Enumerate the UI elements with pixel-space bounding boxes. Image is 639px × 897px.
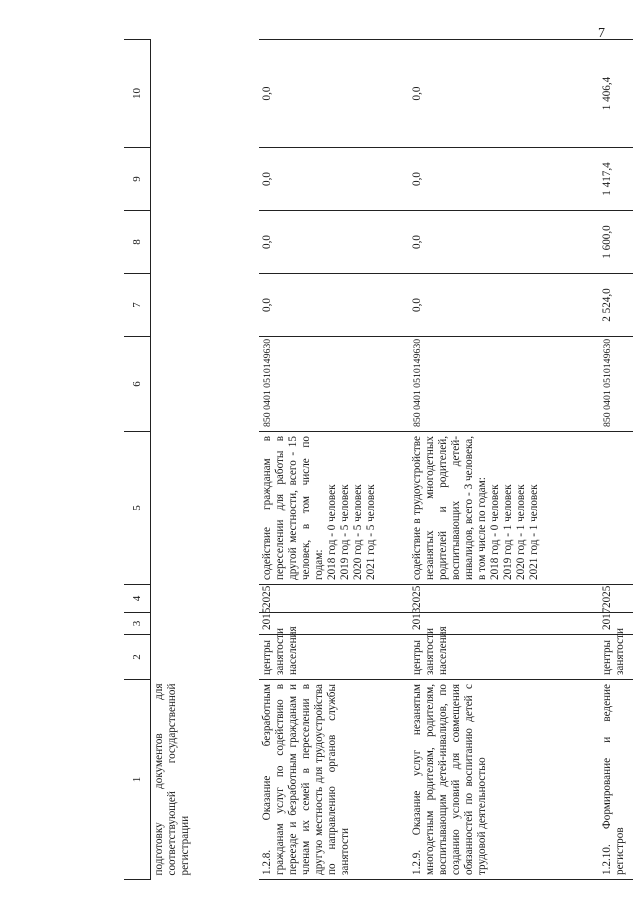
kbk-cell: 850 0401 0510149630 [599, 337, 633, 432]
kbk-cell [151, 337, 259, 432]
value-cell [151, 211, 259, 274]
result-line: 2018 год - 0 человек [325, 484, 338, 580]
column-header: 4 [124, 585, 151, 613]
start-year-cell: 2013 [409, 613, 599, 635]
value-cell [151, 274, 259, 337]
start-year-cell: 2015 [259, 613, 409, 635]
result-line: 2019 год - 5 человек [338, 484, 351, 580]
result-cell [409, 432, 599, 585]
column-header: 2 [124, 635, 151, 680]
measure-cell: 1.2.10. Формирование и ведение регистров [599, 680, 633, 880]
value-cell: 2 524,0 [599, 274, 633, 337]
value-cell: 0,0 [409, 211, 599, 274]
value-cell: 0,0 [409, 148, 599, 211]
value-cell: 0,0 [259, 148, 409, 211]
result-line: 2019 год - 1 человек [501, 484, 514, 580]
measure-cell: 1.2.8. Оказание безработным гражданам услуг по содействию в переезде и безработным гражданам и членам их семей в переселении в другую местность для трудоустройства по направлению органов службы занятости [259, 680, 409, 880]
table-row [599, 40, 633, 880]
result-line: 2020 год - 1 человек [514, 484, 527, 580]
value-cell [151, 148, 259, 211]
start-year-cell [151, 613, 259, 635]
column-header: 5 [124, 432, 151, 585]
column-header: 3 [124, 613, 151, 635]
table-row [259, 40, 409, 880]
rotated-table-wrapper [124, 40, 632, 880]
column-header: 9 [124, 148, 151, 211]
value-cell: 0,0 [259, 211, 409, 274]
kbk-cell: 850 0401 0510149630 [409, 337, 599, 432]
value-cell [151, 40, 259, 148]
executor-cell: центры занятости населения [259, 635, 409, 680]
measure-cell: подготовку документов для соответствующей государственной регистрации [153, 683, 191, 876]
executor-cell: центры занятости [599, 635, 633, 680]
value-cell: 0,0 [259, 40, 409, 148]
end-year-cell: 2025 [409, 585, 599, 613]
measure-cell: 1.2.9. Оказание услуг незанятым многодетным родителям, родителям, воспитывающим детей-инвалидов, по созданию условий для совмещения обязанностей по воспитанию детей с трудовой деятельностью [409, 680, 599, 880]
end-year-cell [151, 585, 259, 613]
column-header: 7 [124, 274, 151, 337]
value-cell: 1 600,0 [599, 211, 633, 274]
column-number-row [124, 40, 151, 880]
end-year-cell: 2025 [259, 585, 409, 613]
result-cell [259, 432, 409, 585]
result-line: 2021 год - 1 человек [527, 484, 540, 580]
end-year-cell: 2025 [599, 585, 633, 613]
value-cell: 1 406,4 [599, 40, 633, 148]
column-header: 1 [124, 680, 151, 880]
kbk-cell: 850 0401 0510149630 [259, 337, 409, 432]
result-line: 2018 год - 0 человек [488, 484, 501, 580]
table-row [409, 40, 599, 880]
result-line: содействие гражданам в переселении для работы в другой местности, всего - 15 человек, в том числе по годам: [260, 436, 325, 580]
column-header: 8 [124, 211, 151, 274]
executor-cell [151, 635, 259, 680]
value-cell: 0,0 [409, 40, 599, 148]
executor-cell: центры занятости населения [409, 635, 599, 680]
column-header: 6 [124, 337, 151, 432]
value-cell: 0,0 [409, 274, 599, 337]
column-header: 10 [124, 40, 151, 148]
start-year-cell: 2017 [599, 613, 633, 635]
result-line: содействие в трудоустройстве незанятых многодетных родителей и родителей, воспитывающих детей-инвалидов, всего - 3 человека, в том числе по годам: [410, 436, 488, 580]
page-number: 7 [598, 26, 605, 41]
result-cell [599, 432, 633, 585]
program-measures-table [124, 39, 633, 880]
result-line: 2020 год - 5 человек [351, 484, 364, 580]
value-cell: 0,0 [259, 274, 409, 337]
result-line: 2021 год - 5 человек [364, 484, 377, 580]
value-cell: 1 417,4 [599, 148, 633, 211]
table-row [151, 40, 259, 880]
result-cell [151, 432, 259, 585]
